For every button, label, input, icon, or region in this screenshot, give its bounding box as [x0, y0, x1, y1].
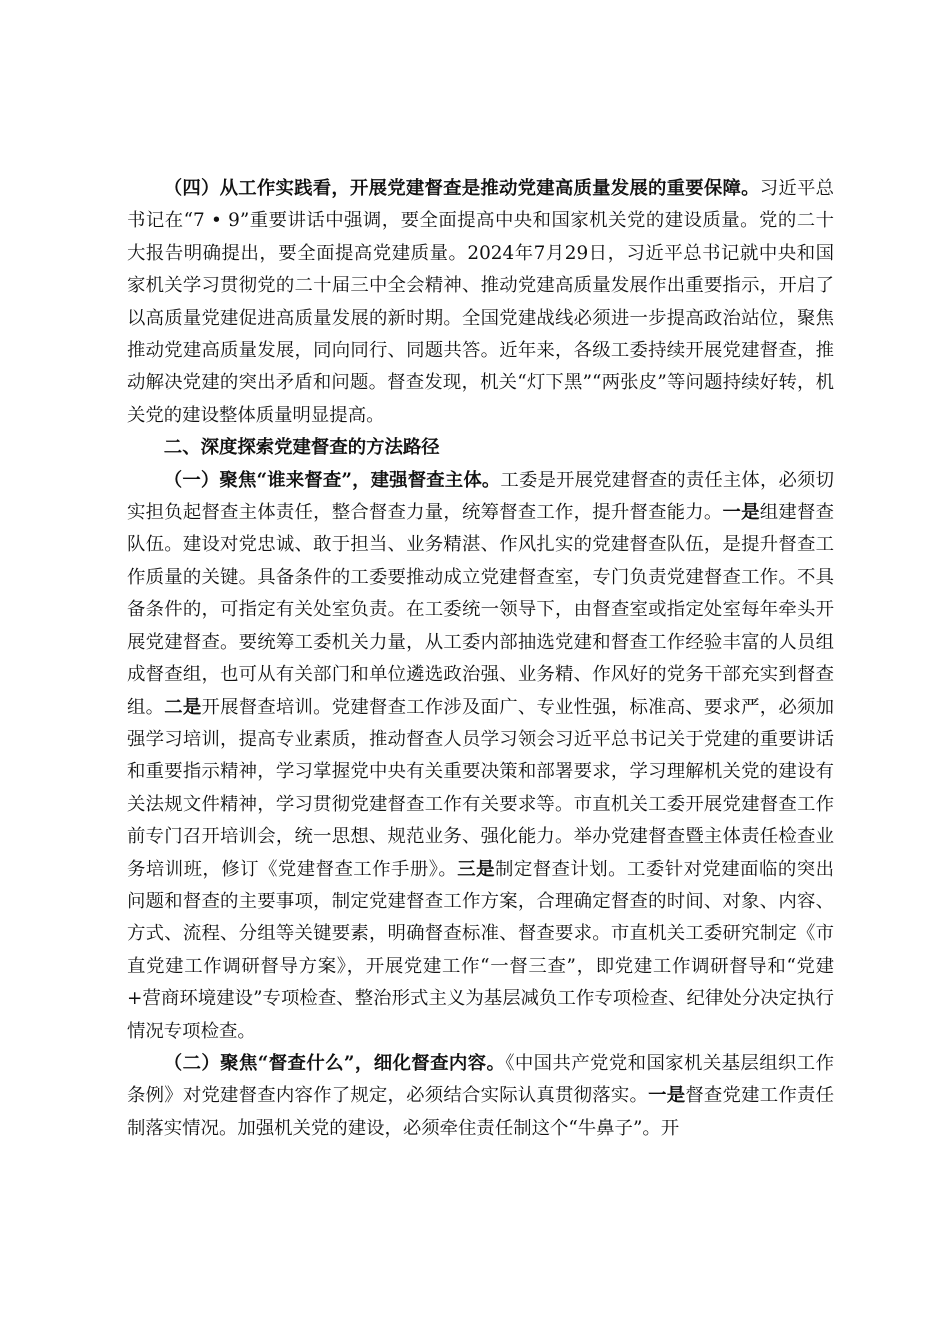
- paragraph-2-point-1: 一是: [722, 502, 760, 524]
- paragraph-2-text-a: 工委是开展党建督查的责任主体，必须切实担负起督查主体责任，整合督查力量，统筹督查工作，提升督查能力。: [127, 469, 834, 524]
- document-page: [127, 173, 834, 1145]
- paragraph-3-lead: （二）聚焦“督查什么”，细化督查内容。: [163, 1052, 506, 1074]
- paragraph-1: [127, 173, 834, 432]
- paragraph-2: [127, 465, 834, 1048]
- paragraph-1-lead: （四）从工作实践看，开展党建督查是推动党建高质量发展的重要保障。: [163, 178, 760, 199]
- paragraph-2-lead: （一）聚焦“谁来督查”，建强督查主体。: [163, 469, 501, 491]
- section-2-heading: 二、深度探索党建督查的方法路径: [163, 437, 440, 459]
- paragraph-3-text-a: 《中国共产党党和国家机关基层组织工作条例》对党建督查内容作了规定，必须结合实际认真贯彻落实。: [127, 1052, 834, 1107]
- paragraph-2-text-b: 组建督查队伍。建设对党忠诚、敢于担当、业务精湛、作风扎实的党建督查队伍，是提升督查工作质量的关键。具备条件的工委要推动成立党建督查室，专门负责党建督查工作。不具备条件的，可指定有关处室负责。在工委统一领导下，由督查室或指定处室每年牵头开展党建督查。要统筹工委机关力量，从工委内部抽选党建和督查工作经验丰富的人员组成督查组，也可从有关部门和单位遴选政治强、业务精、作风好的党务干部充实到督查组。: [127, 502, 834, 718]
- paragraph-2-text-c: 开展督查培训。党建督查工作涉及面广、专业性强，标准高、要求严，必须加强学习培训，提高专业素质，推动督查人员学习领会习近平总书记关于党建的重要讲话和重要指示精神，学习掌握党中央有关重要决策和部署要求，学习理解机关党的建设有关法规文件精神，学习贯彻党建督查工作有关要求等。市直机关工委开展党建督查工作前专门召开培训会，统一思想、规范业务、强化能力。举办党建督查暨主体责任检查业务培训班，修订《党建督查工作手册》。: [127, 696, 834, 880]
- paragraph-2-point-3: 三是: [457, 858, 495, 880]
- paragraph-3: [127, 1048, 834, 1145]
- paragraph-3-text-b: 督查党建工作责任制落实情况。加强机关党的建设，必须牵住责任制这个“牛鼻子”。开: [127, 1085, 834, 1139]
- paragraph-1-text: 习近平总书记在“7 • 9”重要讲话中强调，要全面提高中央和国家机关党的建设质量。党的二十大报告明确提出，要全面提高党建质量。2024年7月29日，习近平总书记就中央和国家机关学习贯彻党的二十届三中全会精神、推动党建高质量发展作出重要指示，开启了以高质量党建促进高质量发展的新时期。全国党建战线必须进一步提高政治站位，聚焦推动党建高质量发展，同向同行、同题共答。近年来，各级工委持续开展党建督查，推动解决党建的突出矛盾和问题。督查发现，机关“灯下黑”“两张皮”等问题持续好转，机关党的建设整体质量明显提高。: [127, 178, 834, 426]
- paragraph-2-text-d: 制定督查计划。工委针对党建面临的突出问题和督查的主要事项，制定党建督查工作方案，合理确定督查的时间、对象、内容、方式、流程、分组等关键要素，明确督查标准、督查要求。市直机关工委研究制定《市直党建工作调研督导方案》，开展党建工作“一督三查”，即党建工作调研督导和“党建+营商环境建设”专项检查、整治形式主义为基层减负工作专项检查、纪律处分决定执行情况专项检查。: [127, 858, 834, 1042]
- paragraph-3-point-1: 一是: [648, 1085, 686, 1107]
- paragraph-2-point-2: 二是: [164, 696, 202, 718]
